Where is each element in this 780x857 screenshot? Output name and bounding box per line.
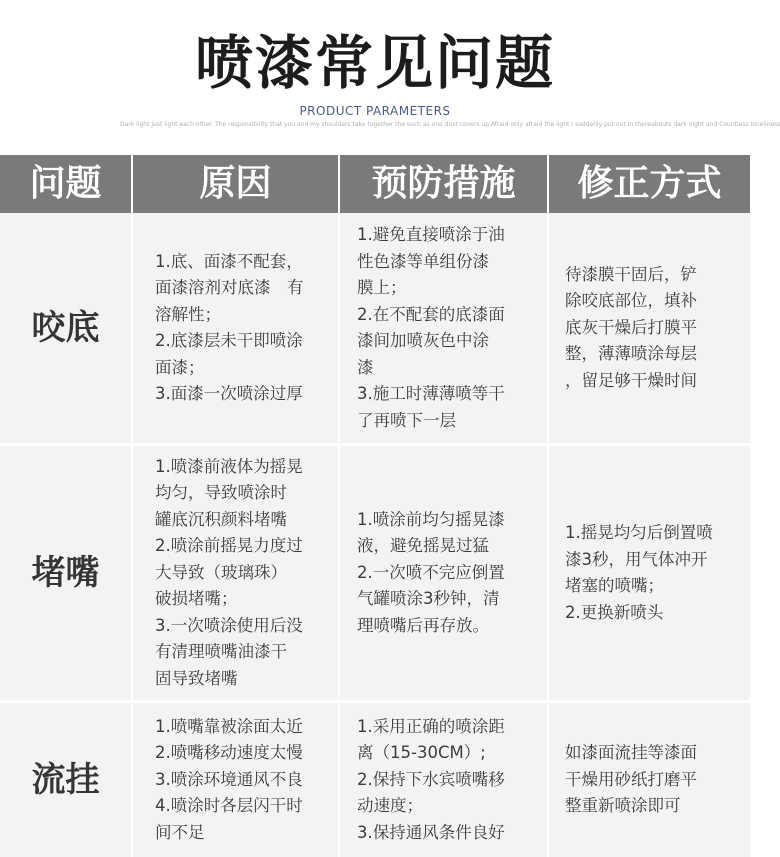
row-fix: 1.摇晃均匀后倒置喷 漆3秒，用气体冲开 堵塞的喷嘴； 2.更换新喷头	[565, 523, 713, 622]
row-problem: 流挂	[31, 759, 100, 800]
faq-table	[0, 155, 750, 857]
row-prevention: 1.采用正确的喷涂距 离（15-30CM）; 2.保持下水宾喷嘴移 动速度； 3.保持通风条件良好	[357, 716, 505, 842]
header-fix: 修正方式	[577, 163, 722, 204]
column-divider	[131, 446, 133, 700]
table-row	[0, 446, 750, 700]
header-divider	[547, 155, 549, 213]
row-fix: 待漆膜干固后，铲 除咬底部位，填补 底灰干燥后打膜平 整，薄薄喷涂每层 ，留足够干燥时间	[565, 264, 697, 390]
header-problem: 问题	[29, 163, 102, 204]
column-divider	[131, 213, 133, 443]
row-cause: 1.喷漆前液体为摇晃 均匀，导致喷涂时 罐底沉积颜料堵嘴 2.喷涂前摇晃力度过 大导致（玻璃珠） 破损堵嘴； 3.一次喷涂使用后没 有清理喷嘴油漆干 固导致堵嘴	[155, 456, 303, 688]
row-prevention: 1.喷涂前均匀摇晃漆 液，避免摇晃过猛 2.一次喷不完应倒置 气罐喷涂3秒钟，清 理喷嘴后再存放。	[357, 509, 505, 635]
page-title: 喷漆常见问题	[194, 29, 555, 97]
header-cause: 原因	[199, 163, 272, 204]
column-divider	[131, 703, 133, 857]
column-divider	[338, 703, 340, 857]
table-header-row	[0, 155, 750, 213]
row-problem: 咬底	[31, 307, 100, 348]
column-divider	[547, 213, 549, 443]
row-fix: 如漆面流挂等漆面 干燥用砂纸打磨平 整重新喷涂即可	[565, 743, 697, 816]
page-header	[0, 0, 780, 155]
column-divider	[338, 213, 340, 443]
row-cause: 1.喷嘴靠被涂面太近 2.喷嘴移动速度太慢 3.喷涂环境通风不良 4.喷涂时各层闪干时 间不足	[155, 716, 303, 842]
header-divider	[338, 155, 340, 213]
table-row	[0, 703, 750, 857]
header-divider	[131, 155, 133, 213]
decorative-fine-print: Dark light just light each other. The responsibility that you and my shoulders take together the such as one dust covers up Afraid only afraid the light I suddenly put out in thereabouts dark night and Countless loneliness	[120, 121, 780, 128]
row-problem: 堵嘴	[31, 552, 100, 593]
page-subtitle: PRODUCT PARAMETERS	[299, 104, 451, 118]
column-divider	[338, 446, 340, 700]
table-row	[0, 213, 750, 443]
column-divider	[547, 446, 549, 700]
column-divider	[547, 703, 549, 857]
header-prevention: 预防措施	[371, 163, 516, 204]
row-prevention: 1.避免直接喷涂于油 性色漆等单组份漆 膜上； 2.在不配套的底漆面 漆间加喷灰色中涂 漆 3.施工时薄薄喷等干 了再喷下一层	[357, 225, 505, 430]
row-cause: 1.底、面漆不配套， 面漆溶剂对底漆 有 溶解性； 2.底漆层未干即喷涂 面漆； 3.面漆一次喷涂过厚	[155, 251, 304, 403]
